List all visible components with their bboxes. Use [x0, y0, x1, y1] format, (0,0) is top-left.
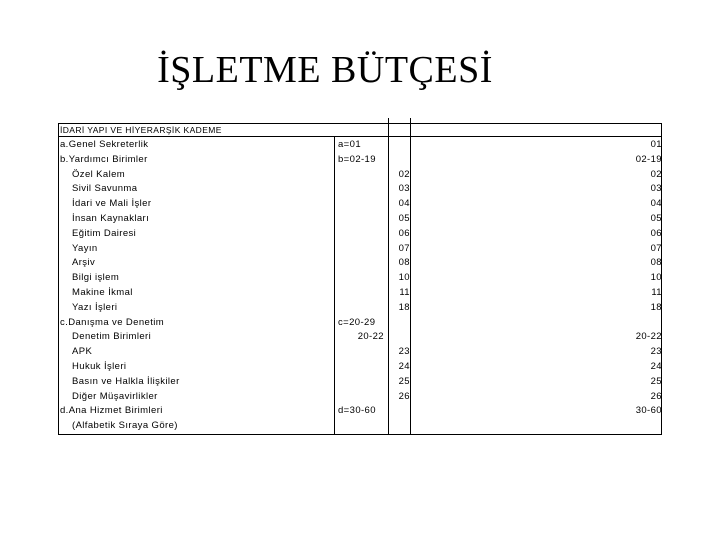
code-d-cell: 08 [650, 257, 662, 269]
code-c-cell: 11 [399, 287, 410, 298]
code-c-cell: 24 [398, 361, 410, 372]
code-d-cell: 05 [650, 213, 662, 224]
row-label: Özel Kalem [72, 168, 126, 180]
table-row [0, 390, 720, 404]
code-b-cell: 20-22 [357, 331, 384, 343]
table-row [0, 153, 720, 167]
code-c-cell: 25 [398, 375, 410, 387]
code-c-cell: 02 [398, 168, 410, 180]
row-label: Yazı İşleri [72, 301, 118, 313]
code-c-cell: 23 [398, 346, 410, 358]
row-label: Makine İkmal [72, 287, 133, 298]
code-d-cell: 23 [650, 346, 662, 358]
code-d-cell: 24 [650, 361, 662, 372]
code-d-cell: 06 [650, 227, 662, 239]
table-header: İDARİ YAPI VE HİYERARŞİK KADEME [60, 125, 222, 135]
table-row [0, 271, 720, 285]
code-d-cell: 10 [650, 272, 662, 284]
code-c-cell: 04 [398, 198, 410, 210]
table-row [0, 286, 720, 300]
row-label: İnsan Kaynakları [72, 213, 150, 224]
code-d-cell: 07 [650, 242, 662, 254]
row-label: Yayın [72, 242, 98, 254]
table-header-row [0, 123, 720, 137]
table-row [0, 242, 720, 256]
code-c-cell: 06 [398, 227, 410, 239]
page-title: İŞLETME BÜTÇESİ [157, 49, 493, 91]
code-d-cell: 04 [650, 198, 662, 210]
code-c-cell: 26 [398, 390, 410, 402]
row-label: (Alfabetik Sıraya Göre) [72, 420, 178, 432]
code-c-cell: 18 [398, 301, 410, 313]
table-row [0, 301, 720, 315]
code-d-cell: 11 [651, 287, 662, 298]
row-label: c.Danışma ve Denetim [60, 316, 165, 328]
table-row [0, 330, 720, 344]
table-row [0, 168, 720, 182]
table-row [0, 256, 720, 270]
code-d-cell: 25 [650, 375, 662, 387]
row-label: Denetim Birimleri [72, 331, 152, 343]
code-c-cell: 08 [398, 257, 410, 269]
code-d-cell: 03 [650, 183, 662, 195]
table-row [0, 138, 720, 152]
table-row [0, 197, 720, 211]
code-d-cell: 20-22 [635, 331, 662, 343]
code-c-cell: 03 [398, 183, 410, 195]
code-d-cell: 01 [650, 139, 662, 150]
code-c-cell: 05 [398, 213, 410, 224]
row-label: Bilgi işlem [72, 272, 120, 284]
row-label: İdari ve Mali İşler [72, 198, 152, 210]
table-row [0, 182, 720, 196]
row-label: Basın ve Halkla İlişkiler [72, 375, 180, 387]
code-c-cell: 07 [398, 242, 410, 254]
table-row [0, 404, 720, 418]
row-label: Diğer Müşavirlikler [72, 390, 158, 402]
code-a-cell: d=30-60 [338, 405, 376, 417]
table-row [0, 360, 720, 374]
row-label: a.Genel Sekreterlik [60, 139, 149, 150]
row-label: d.Ana Hizmet Birimleri [60, 405, 163, 417]
row-label: Arşiv [72, 257, 96, 269]
table-row [0, 375, 720, 389]
row-label: Sivil Savunma [72, 183, 138, 195]
row-label: Hukuk İşleri [72, 361, 127, 372]
table-bottom-border [58, 434, 662, 435]
code-c-cell: 10 [398, 272, 410, 284]
code-d-cell: 18 [650, 301, 662, 313]
table-row [0, 212, 720, 226]
table-row [0, 227, 720, 241]
table-row [0, 345, 720, 359]
code-d-cell: 02 [650, 168, 662, 180]
table-row [0, 419, 720, 433]
code-a-cell: c=20-29 [338, 316, 376, 328]
table-row [0, 316, 720, 330]
code-a-cell: a=01 [338, 139, 361, 150]
code-d-cell: 02-19 [635, 153, 662, 165]
row-label: b.Yardımcı Birimler [60, 153, 148, 165]
row-label: APK [72, 346, 93, 358]
code-d-cell: 26 [650, 390, 662, 402]
row-label: Eğitim Dairesi [72, 227, 137, 239]
code-a-cell: b=02-19 [338, 153, 376, 165]
code-d-cell: 30-60 [635, 405, 662, 417]
